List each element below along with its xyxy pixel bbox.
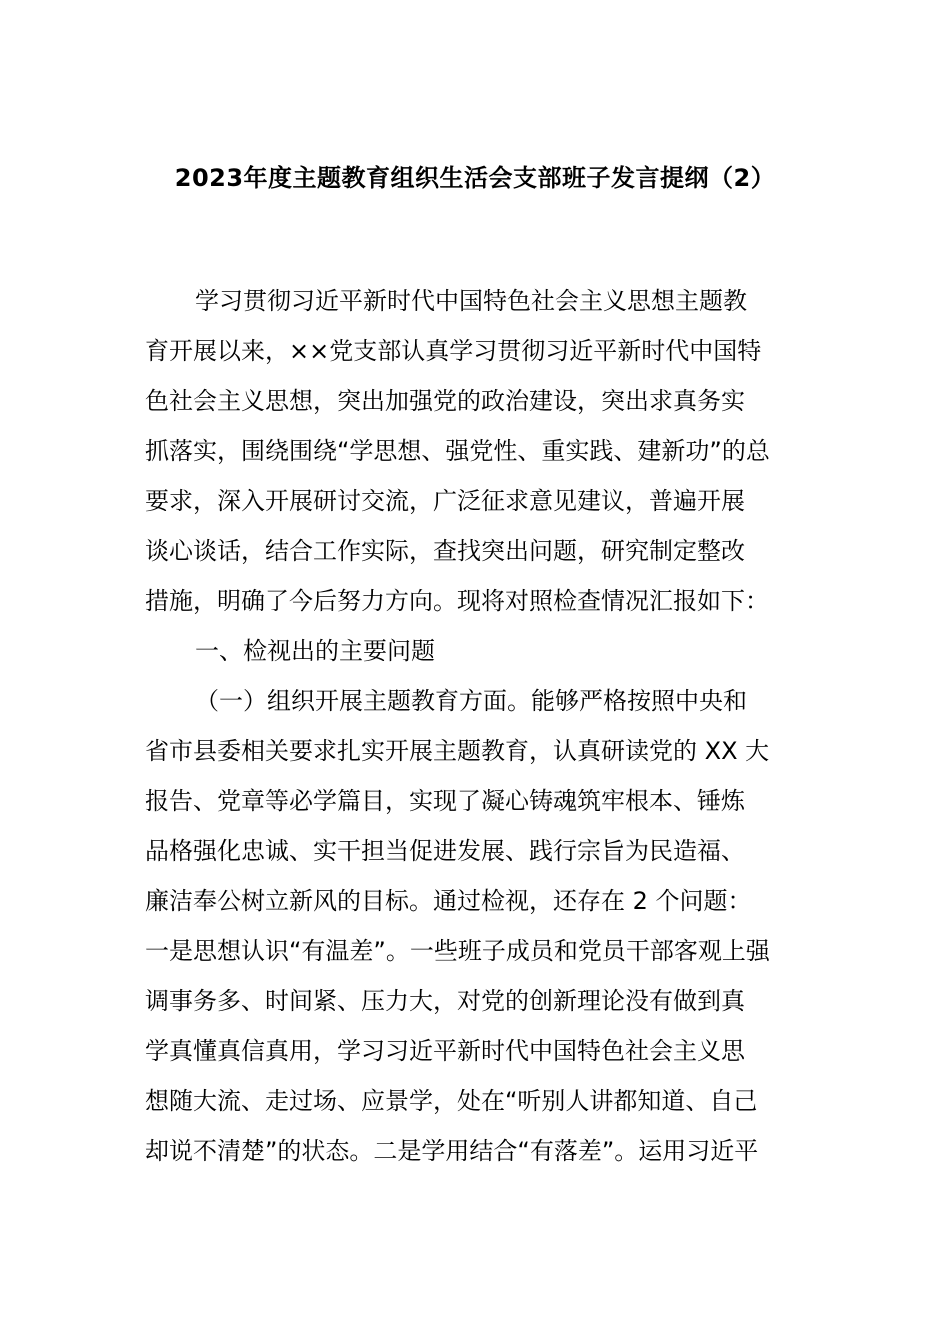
paragraph-line: 措施，明确了今后努力方向。现将对照检查情况汇报如下： [145,587,769,615]
paragraph-line: 色社会主义思想，突出加强党的政治建设，突出求真务实 [145,387,745,415]
paragraph-line: 品格强化忠诚、实干担当促进发展、践行宗旨为民造福、 [145,837,745,865]
paragraph-line: （一）组织开展主题教育方面。能够严格按照中央和 [195,687,747,715]
document-title: 2023年度主题教育组织生活会支部班子发言提纲（2） [174,164,776,192]
paragraph-line: 却说不清楚”的状态。二是学用结合“有落差”。运用习近平 [145,1137,759,1165]
paragraph-line: 学真懂真信真用，学习习近平新时代中国特色社会主义思 [145,1037,745,1065]
section-heading: 一、检视出的主要问题 [195,637,435,665]
paragraph-line: 谈心谈话，结合工作实际，查找突出问题，研究制定整改 [145,537,745,565]
paragraph-line: 要求，深入开展研讨交流，广泛征求意见建议，普遍开展 [145,487,745,515]
paragraph-line: 育开展以来，××党支部认真学习贯彻习近平新时代中国特 [145,337,762,365]
paragraph-line: 抓落实，围绕围绕“学思想、强党性、重实践、建新功”的总 [145,437,770,465]
paragraph-line: 报告、党章等必学篇目，实现了凝心铸魂筑牢根本、锤炼 [145,787,745,815]
paragraph-line: 想随大流、走过场、应景学，处在“听别人讲都知道、自己 [145,1087,758,1115]
paragraph-line: 学习贯彻习近平新时代中国特色社会主义思想主题教 [195,287,747,315]
paragraph-line: 省市县委相关要求扎实开展主题教育，认真研读党的 XX 大 [145,737,770,765]
paragraph-line: 一是思想认识“有温差”。一些班子成员和党员干部客观上强 [145,937,770,965]
paragraph-line: 廉洁奉公树立新风的目标。通过检视，还存在 2 个问题： [145,887,752,915]
paragraph-line: 调事务多、时间紧、压力大，对党的创新理论没有做到真 [145,987,745,1015]
